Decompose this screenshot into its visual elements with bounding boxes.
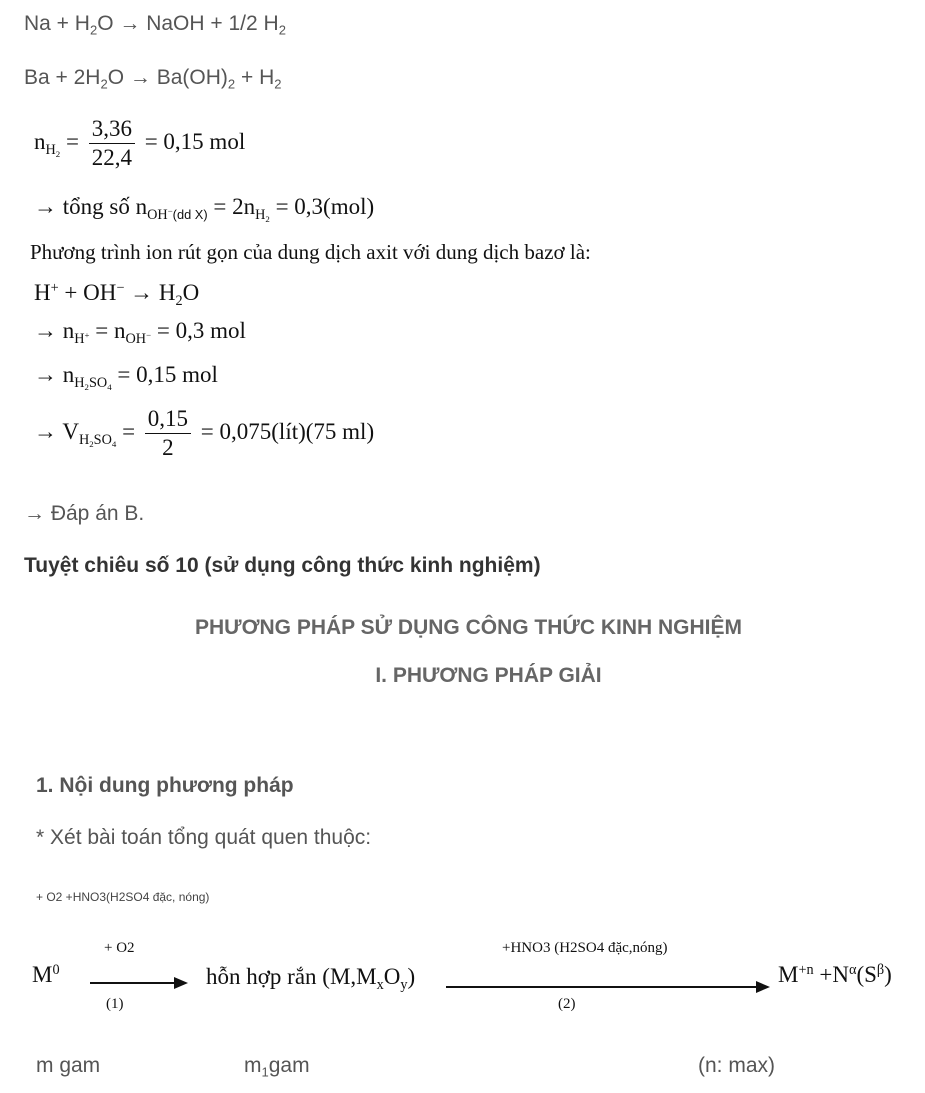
intro-text: * Xét bài toán tổng quát quen thuộc: xyxy=(36,826,372,849)
method-title: PHƯƠNG PHÁP SỬ DỤNG CÔNG THỨC KINH NGHIỆM xyxy=(195,616,742,639)
subsection-heading: 1. Nội dung phương pháp xyxy=(36,774,294,797)
answer-text: → Đáp án B. xyxy=(24,502,145,525)
reaction-ba: $Ba + 2H_2O \to Ba(OH)_2 + H_2$ xyxy=(24,66,282,92)
scheme-above-arrow-1: + O2 xyxy=(104,940,135,956)
scheme-arrowhead-1 xyxy=(174,977,188,989)
calc-n-h-plus: → $n_{H^+} = n_{OH^-} = 0,3$ mol xyxy=(34,318,246,347)
scheme-m0: $M^0$ xyxy=(32,962,60,987)
scheme-product: $M^{+n} +N^\alpha(S^\beta)$ xyxy=(778,962,892,987)
scheme-arrowhead-2 xyxy=(756,981,770,993)
scheme-below-arrow-1: (1) xyxy=(106,996,124,1012)
fraction: $\frac{3,36}{22,4}$ xyxy=(89,116,135,171)
reaction-na: $Na + H_2O$ → NaOH + 1/2 $H_2$ xyxy=(24,12,286,38)
calc-ion-equation: $H^+ + OH^- \to H_2O$ xyxy=(34,280,200,309)
scheme-arrow-2 xyxy=(446,986,758,988)
label-n-max: (n: max) xyxy=(698,1054,776,1077)
fraction: $\frac{0,15}{2}$ xyxy=(145,406,191,461)
label-m-gam: m gam xyxy=(36,1054,101,1077)
calc-total-oh: → tổng số $n_{OH^-(dd X)} = 2n_{H_2} = 0,3(mol)$ xyxy=(34,194,375,225)
method-subtitle: I. PHƯƠNG PHÁP GIẢI xyxy=(375,664,602,687)
calc-n-h2so4: → $n_{H_2SO_4} = 0,15$ mol xyxy=(34,362,218,393)
label-m1-gam: $m_1gam$ xyxy=(244,1054,310,1080)
calc-v-h2so4: → $V_{H_2SO_4}$ = $\frac{0,15}{2}$ = 0,075(lít)(75 ml) xyxy=(34,406,375,460)
scheme-mixture: hỗn hợp rắn $(M,M_xO_y)$ xyxy=(206,964,416,993)
calc-ion-equation-text: Phương trình ion rút gọn của dung dịch axit với dung dịch bazơ là: xyxy=(30,240,591,264)
calc-n-h2: $n_{H_2}$ = $\frac{3,36}{22,4}$ = 0,15 mol xyxy=(34,116,246,170)
section-heading: Tuyệt chiêu số 10 (sử dụng công thức kinh nghiệm) xyxy=(24,554,541,577)
scheme-below-arrow-2: (2) xyxy=(558,996,576,1012)
scheme-above-arrow-2: +HNO3 (H2SO4 đặc,nóng) xyxy=(502,940,668,956)
scheme-arrow-1 xyxy=(90,982,176,984)
scheme-caption: + O2 +HNO3(H2SO4 đặc, nóng) xyxy=(36,890,210,904)
